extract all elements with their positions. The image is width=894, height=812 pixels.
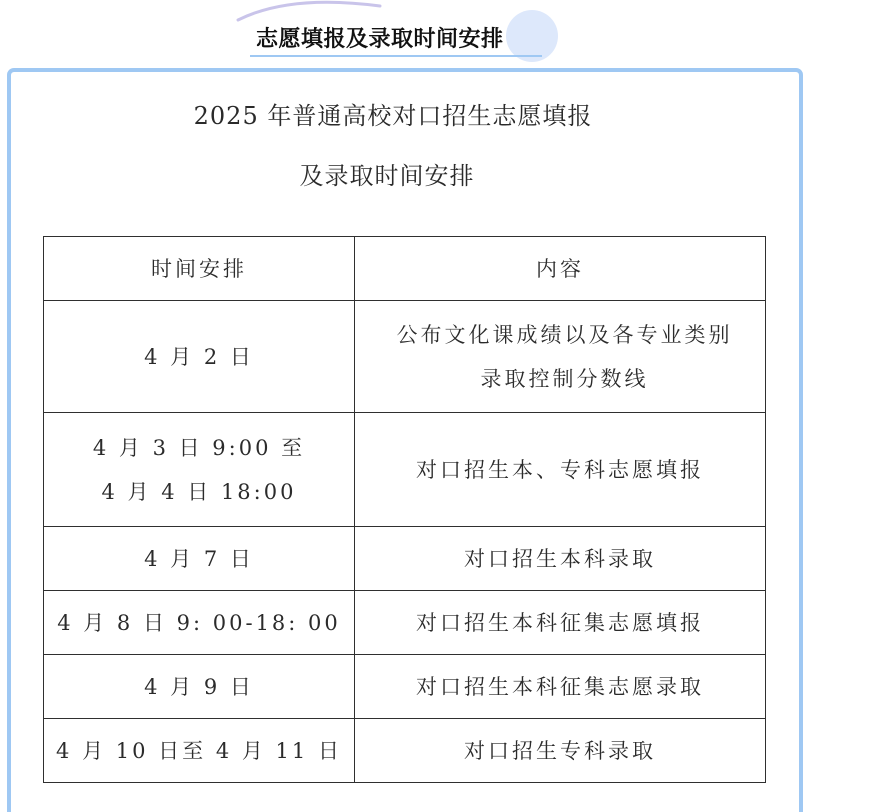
content-text: 对口招生专科录取 <box>464 738 656 763</box>
document-title-line2: 及录取时间安排 <box>299 162 475 190</box>
section-title: 志愿填报及录取时间安排 <box>256 27 504 52</box>
content-cell <box>355 301 766 413</box>
table-row <box>44 413 766 527</box>
table-row <box>44 527 766 591</box>
table-header-row <box>44 237 766 301</box>
document-card <box>7 68 803 812</box>
content-cell <box>355 413 766 527</box>
document-title-line1: 2025 年普通高校对口招生志愿填报 <box>193 102 593 130</box>
table-row <box>44 719 766 783</box>
time-text: 4 月 3 日 9:00 至 <box>92 435 306 460</box>
content-text: 对口招生本科征集志愿填报 <box>416 610 704 635</box>
column-header-time: 时间安排 <box>44 237 355 301</box>
time-cell <box>44 655 355 719</box>
table-row <box>44 655 766 719</box>
content-text: 对口招生本科征集志愿录取 <box>416 674 704 699</box>
time-cell <box>44 719 355 783</box>
time-cell <box>44 591 355 655</box>
time-text: 4 月 2 日 <box>144 344 254 369</box>
content-cell <box>355 527 766 591</box>
content-text: 公布文化课成绩以及各专业类别 <box>396 322 733 347</box>
time-text: 4 月 4 日 18:00 <box>101 479 297 504</box>
content-text: 对口招生本、专科志愿填报 <box>416 457 704 482</box>
time-cell <box>44 527 355 591</box>
time-text: 4 月 8 日 9: 00-18: 00 <box>57 610 341 635</box>
table-row <box>44 591 766 655</box>
time-cell <box>44 413 355 527</box>
content-text: 录取控制分数线 <box>480 366 649 391</box>
time-cell <box>44 301 355 413</box>
content-cell <box>355 591 766 655</box>
time-text: 4 月 7 日 <box>144 546 254 571</box>
time-text: 4 月 9 日 <box>144 674 254 699</box>
table-row <box>44 301 766 413</box>
column-header-content: 内容 <box>355 237 766 301</box>
schedule-table <box>43 236 766 783</box>
section-header <box>230 0 570 62</box>
content-text: 对口招生本科录取 <box>464 546 656 571</box>
content-cell <box>355 719 766 783</box>
time-text: 4 月 10 日至 4 月 11 日 <box>56 738 342 763</box>
content-cell <box>355 655 766 719</box>
